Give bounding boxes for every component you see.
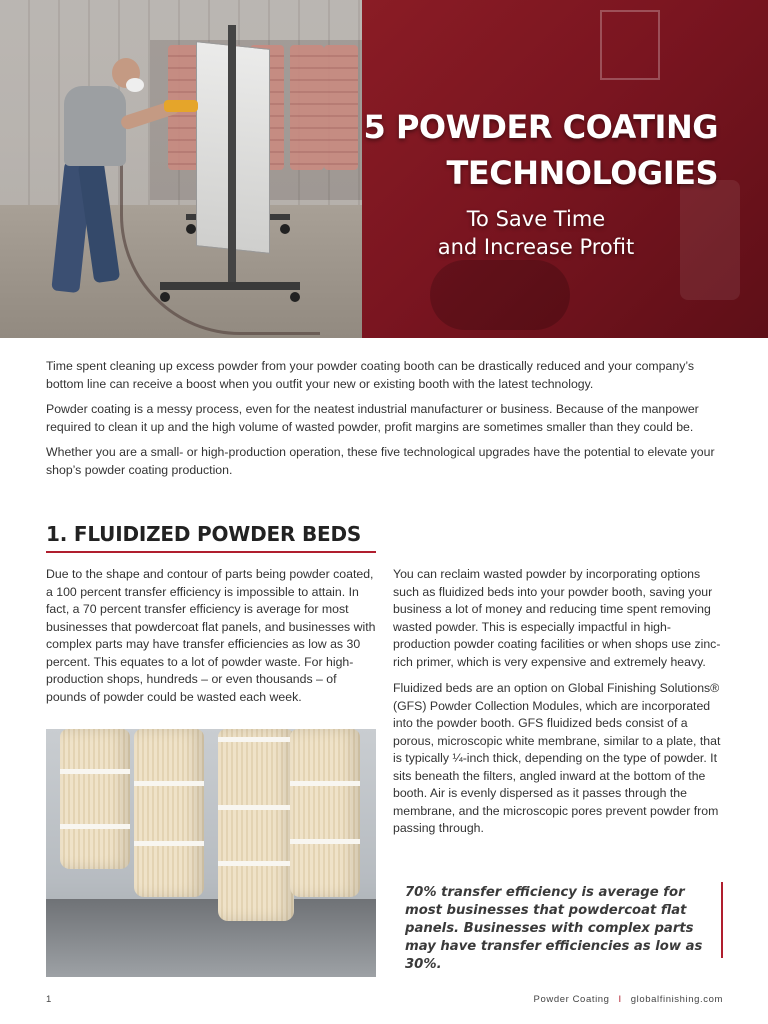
pull-quote-text: 70% transfer efficiency is average for most businesses that powdercoat flat panels. Businesses with complex parts may have transfer efficiencies as low as 30%. xyxy=(405,885,703,972)
page-title xyxy=(358,104,718,196)
title-line: 5 POWDER COATING xyxy=(363,108,718,146)
intro-paragraph: Whether you are a small- or high-production operation, these five technological upgrades have the potential to elevate your shop’s powder coating production. xyxy=(46,445,715,477)
subtitle-line: To Save Time xyxy=(466,207,606,231)
page-number: 1 xyxy=(46,994,52,1005)
pull-quote xyxy=(393,882,723,972)
section-heading: 1. FLUIDIZED POWDER BEDS xyxy=(46,522,362,546)
intro-paragraph: Powder coating is a messy process, even for the neatest industrial manufacturer or business. Because of the manpower required to clean it up and the high volume of wasted powder, profit margins are sometimes smaller than they could be. xyxy=(46,402,699,434)
footer-site-link[interactable]: globalfinishing.com xyxy=(630,994,723,1005)
intro-paragraph: Time spent cleaning up excess powder from your powder coating booth can be drastically reduced and your company’s bottom line can receive a boost when you outfit your new or existing booth with the latest technology. xyxy=(46,359,694,391)
body-paragraph: Fluidized beds are an option on Global Finishing Solutions® (GFS) Powder Collection Modules, which are incorporated into the powder booth. GFS fluidized beds consist of a porous, microscopic white membrane, similar to a plate, that is typically ¼-inch thick, depending on the type of powder. It sits beneath the filters, angled inward at the bottom of the booth. Air is evenly dispersed as it passes through the membrane, and the microscopic pores prevent powder from passing through. xyxy=(393,681,721,835)
title-line: TECHNOLOGIES xyxy=(446,154,718,192)
footer-separator: I xyxy=(618,994,622,1005)
hero-banner xyxy=(0,0,768,338)
footer-label: Powder Coating xyxy=(533,994,610,1005)
heading-underline xyxy=(46,551,376,553)
intro-text xyxy=(46,358,726,487)
spray-gun xyxy=(164,100,198,112)
right-column xyxy=(393,566,725,847)
body-paragraph: Due to the shape and contour of parts being powder coated, a 100 percent transfer efficiency is impossible to attain. In fact, a 70 percent transfer efficiency is average for most businesses that powdercoat flat panels, and businesses with complex parts may have transfer efficiencies as low as 30 percent. This equates to a lot of powder waste. For high-production shops, hundreds – or even thousands – of pounds of powder could be wasted each week. xyxy=(46,567,376,704)
body-paragraph: You can reclaim wasted powder by incorporating options such as fluidized beds into your powder booth, saving your business a lot of money and reducing time spent removing wasted powder. This is especially impactful in high-production powder coating facilities or when shops use zinc-rich primer, which is very expensive and extremely heavy. xyxy=(393,567,721,669)
filter-cartridges-photo xyxy=(46,729,376,977)
subtitle-line: and Increase Profit xyxy=(437,235,635,259)
left-column xyxy=(46,566,376,706)
page-subtitle xyxy=(406,205,666,261)
footer-credits xyxy=(534,994,723,1005)
hero-photo xyxy=(0,0,362,338)
